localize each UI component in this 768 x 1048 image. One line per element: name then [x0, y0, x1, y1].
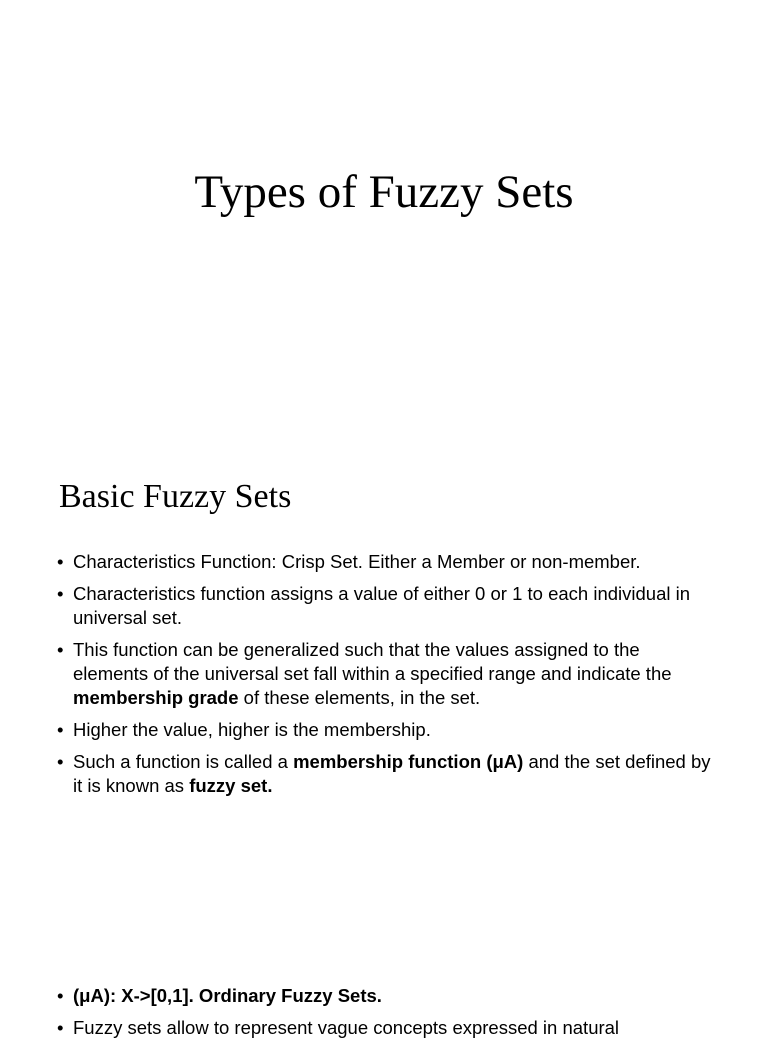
bullet-text-part: This function can be generalized such that the values assigned to the elements of the universal set fall within a specified range and indicate the [73, 639, 672, 684]
bullet-icon: • [57, 639, 64, 660]
bullet-icon: • [57, 1017, 64, 1038]
bullet-text: Characteristics function assigns a value of either 0 or 1 to each individual in universal set. [73, 583, 691, 628]
bullet-icon: • [57, 551, 64, 572]
bottom-bullet-list [57, 984, 717, 1048]
list-item [57, 550, 717, 574]
bold-term: membership grade [73, 687, 239, 708]
list-item [57, 1016, 717, 1040]
bullet-icon: • [57, 719, 64, 740]
bullet-icon: • [57, 583, 64, 604]
bullet-text: Fuzzy sets allow to represent vague concepts expressed in natural [73, 1017, 620, 1038]
bullet-text [73, 639, 672, 708]
bullet-icon: • [57, 751, 64, 772]
bullet-text: Characteristics Function: Crisp Set. Either a Member or non-member. [73, 551, 641, 572]
bullet-text-part: and the set defined by it is known as [73, 751, 711, 796]
bullet-text: Higher the value, higher is the membership. [73, 719, 431, 740]
bold-term: fuzzy set. [189, 775, 273, 796]
list-item [57, 750, 717, 798]
bullet-icon: • [57, 985, 64, 1006]
page-title: Types of Fuzzy Sets [194, 166, 574, 218]
bold-term: (μA): X->[0,1]. Ordinary Fuzzy Sets. [73, 985, 382, 1006]
bullet-list [57, 550, 717, 806]
bullet-text [73, 751, 711, 796]
list-item [57, 984, 717, 1008]
list-item [57, 718, 717, 742]
bold-term: membership function (μA) [293, 751, 524, 772]
section-heading: Basic Fuzzy Sets [59, 478, 292, 515]
bullet-text-part: Such a function is called a [73, 751, 294, 772]
list-item [57, 582, 717, 630]
list-item [57, 638, 717, 710]
bullet-text-part: of these elements, in the set. [238, 687, 481, 708]
